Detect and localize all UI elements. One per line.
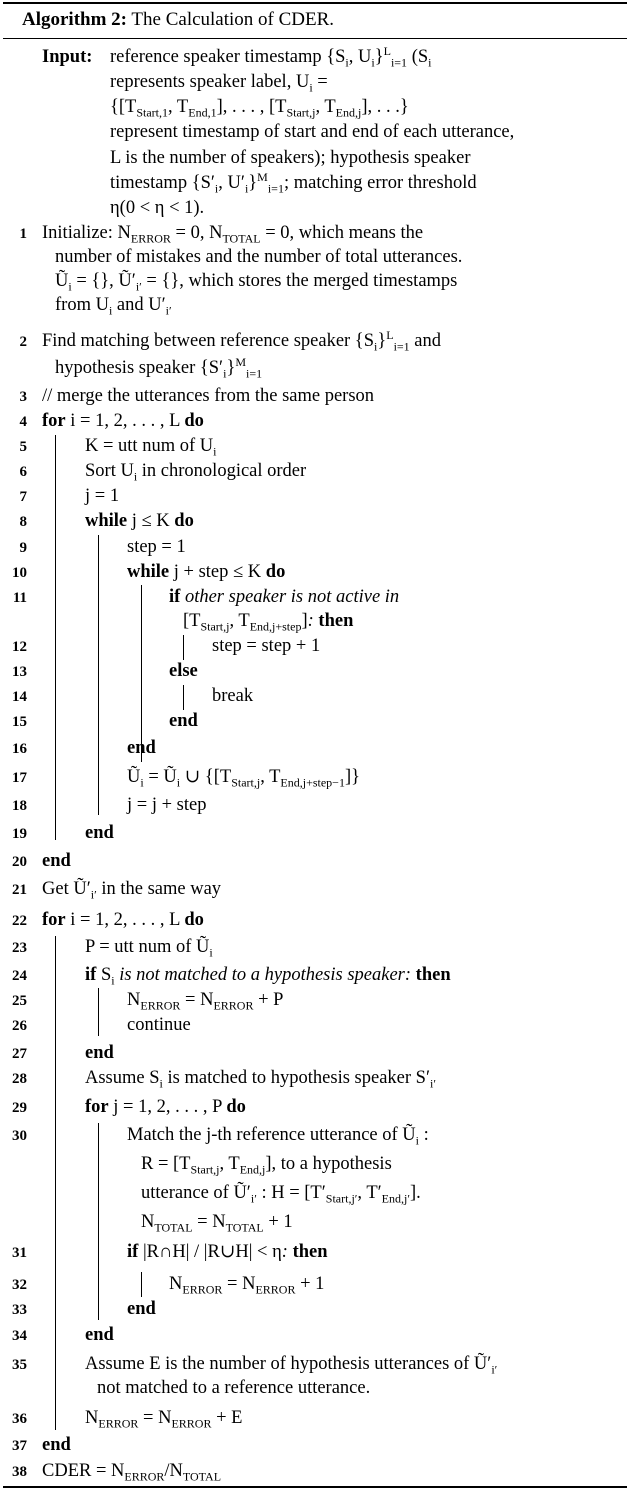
step-4-text: for i = 1, 2, . . . , L do: [42, 411, 204, 431]
step-17-text: $Ũ_i$ = $Ũ_i$ ∪ {[$T_{Start,j}$, $T_{End,j+step-1}$]}: [127, 767, 360, 790]
top-rule: [3, 2, 627, 4]
step-21-text: Get $Ũ'_{i'}$ in the same way: [42, 879, 222, 902]
step-13-text: else: [169, 661, 198, 681]
block-rule: [183, 635, 184, 660]
block-rule: [141, 585, 142, 762]
step-1-text: $Ũ_i$ = {}, $Ũ'_{i'}$ = {}, which stores the merged timestamps: [55, 271, 458, 294]
input-line: η(0 < η < 1).: [110, 198, 205, 218]
step-30-text: $N_{TOTAL} = N_{TOTAL} + 1$: [141, 1212, 293, 1235]
step-5-text: K = utt num of $U_i$: [85, 436, 217, 459]
caption-title: The Calculation of CDER.: [127, 9, 335, 30]
step-35-text: not matched to a reference utterance.: [97, 1378, 371, 1398]
step-26-text: continue: [127, 1015, 191, 1035]
block-rule: [98, 988, 99, 1036]
step-8-text: while j ≤ K do: [85, 511, 194, 531]
caption-rule: [3, 38, 627, 39]
step-30-text: Match the j-th reference utterance of $Ũ_i$ :: [127, 1125, 429, 1148]
block-rule: [55, 936, 56, 1430]
block-rule: [98, 1123, 99, 1320]
step-30-text: utterance of $Ũ'_{i'}$ : $H = [T'_{Start,j'}$, $T'_{End,j'}$].: [141, 1183, 421, 1206]
step-1-text: from $U_i$ and $U'_{i'}$: [55, 295, 172, 318]
input-label: Input:: [42, 47, 93, 67]
step-6-text: Sort $U_i$ in chronological order: [85, 461, 307, 484]
input-line: represent timestamp of start and end of each utterance,: [110, 122, 515, 142]
block-rule: [98, 535, 99, 815]
input-line: represents speaker label, $U_i$ =: [110, 72, 328, 95]
step-18-text: j = j + step: [127, 795, 207, 815]
algorithm-caption: [22, 7, 334, 33]
step-9-text: step = 1: [127, 537, 186, 557]
step-15-text: end: [169, 711, 198, 731]
step-23-text: P = utt num of $Ũ_i$: [85, 937, 213, 960]
step-27-text: end: [85, 1043, 114, 1063]
step-22-text: for i = 1, 2, . . . , L do: [42, 910, 204, 930]
step-2-text: Find matching between reference speaker $\{S_i\}^L_{i=1}$ and: [42, 327, 442, 354]
step-1-text: Initialize: $N_{ERROR} = 0$, $N_{TOTAL} = 0$, which means the: [42, 223, 424, 246]
block-rule: [55, 435, 56, 840]
step-2-text: hypothesis speaker $\{S'_i\}^M_{i=1}$: [55, 354, 263, 381]
step-35-text: Assume E is the number of hypothesis utterances of $Ũ'_{i'}$: [85, 1354, 498, 1377]
step-30-text: $R = [T_{Start,j}$, $T_{End,j}$], to a hypothesis: [141, 1154, 392, 1177]
step-28-text: Assume $S_i$ is matched to hypothesis speaker $S'_{i'}$: [85, 1068, 436, 1091]
step-3-text: // merge the utterances from the same person: [42, 386, 375, 406]
step-16-text: end: [127, 738, 156, 758]
step-1-text: number of mistakes and the number of total utterances.: [55, 247, 463, 267]
step-11-text: if other speaker is not active in: [169, 587, 400, 607]
step-20-text: end: [42, 851, 71, 871]
step-36-text: $N_{ERROR} = N_{ERROR} + E$: [85, 1408, 243, 1431]
step-32-text: $N_{ERROR} = N_{ERROR} + 1$: [169, 1274, 325, 1297]
input-line: {[$T_{Start,1}$, $T_{End,1}$], . . . , [$T_{Start,j}$, $T_{End,j}$], . . .}: [110, 97, 409, 120]
input-line: reference speaker timestamp {$S_i$, $U_i\}^L_{i=1}$ ($S_i$: [110, 43, 432, 70]
step-34-text: end: [85, 1325, 114, 1345]
bottom-rule: [3, 1486, 627, 1488]
step-29-text: for j = 1, 2, . . . , P do: [85, 1097, 246, 1117]
step-19-text: end: [85, 823, 114, 843]
step-38-text: CDER = $N_{ERROR}/N_{TOTAL}$: [42, 1461, 222, 1484]
input-line: timestamp {$S'_i$, $U'_i\}^M_{i=1}$; matching error threshold: [110, 169, 477, 196]
step-10-text: while j + step ≤ K do: [127, 562, 286, 582]
block-rule: [141, 1272, 142, 1297]
step-24-text: if $S_i$ is not matched to a hypothesis speaker: then: [85, 965, 451, 988]
block-rule: [183, 685, 184, 710]
step-11-text: [$T_{Start,j}$, $T_{End,j+step}$]: then: [183, 611, 354, 634]
caption-label: Algorithm 2:: [22, 9, 128, 30]
step-7-text: j = 1: [85, 486, 120, 506]
step-12-text: step = step + 1: [212, 636, 321, 656]
step-14-text: break: [212, 686, 254, 706]
step-25-text: $N_{ERROR} = N_{ERROR} + P$: [127, 990, 284, 1013]
step-37-text: end: [42, 1435, 71, 1455]
step-31-text: if |R∩H| / |R∪H| < η: then: [127, 1242, 328, 1262]
algorithm-box: Algorithm 2: The Calculation of CDER. Input: reference speaker timestamp {$S_i$, $U_i\}^L_{i=1}$ ($S_i$ represents speaker label, $U_i$ = {[$T_{Start,1}$, $T_{End,1}$], . . . , [$T_{Start,j}$, $T_{End,j}$], . . .} represent timestamp of start and end of each utterance, L is the number of speakers); hypothesis speaker timestamp {$S'_i$, $U'_i\}^M_{i=1}$; matching error threshold η(0 < η < 1). 1 Initialize: $N_{ERROR} = 0$, $N_{TOTAL} = 0$, which means the number of mistakes and the number of total utterances. $Ũ_i$ = {}, $Ũ'_{i'}$ = {}, which stores the merged timestamps from $U_i$ and $U'_{i'}$ 2 Find matching between reference speaker $\{S_i\}^L_{i=1}$ and hypothesis speaker $\{S'_i\}^M_{i=1}$ 3 // merge the utterances from the same person 4 for i = 1, 2, . . . , L do 5 K = utt num of $U_i$ 6 Sort $U_i$ in chronological order 7 j = 1 8 while j ≤ K do 9 step = 1 10 while j + step ≤ K do 11 if other speaker is not active in [$T_{Start,j}$, $T_{End,j+step}$]: then 12 step = step + 1 13 else 14 break 15 end 16 end 17 $Ũ_i$ = $Ũ_i$ ∪ {[$T_{Start,j}$, $T_{End,j+step-1}$]} 18 j = j + step 19 end 20 end 21 Get $Ũ'_{i'}$ in the same way 22 for i = 1, 2, . . . , L do 23 P = utt num of $Ũ_i$ 24 if $S_i$ is not matched to a hypothesis speaker: then 25 $N_{ERROR} = N_{ERROR} + P$ 26 continue 27 end 28 Assume $S_i$ is matched to hypothesis speaker $S'_{i'}$ 29 for j = 1, 2, . . . , P do 30 Match the j-th reference utterance of $Ũ_i$ : $R = [T_{Start,j}$, $T_{End,j}$], to a hypothesis utterance of $Ũ'_{i'}$ : $H = [T'_{Start,j'}$, $T'_{End,j'}$]. $N_{TOTAL} = N_{TOTAL} + 1$ 31 if |R∩H| / |R∪H| < η: then 32 $N_{ERROR} = N_{ERROR} + 1$ 33 end 34 end 35 Assume E is the number of hypothesis utterances of $Ũ'_{i'}$ not matched to a reference utterance. 36 $N_{ERROR} = N_{ERROR} + E$ 37 end 38 CDER = $N_{ERROR}/N_{TOTAL}$: [0, 0, 630, 1492]
input-line: L is the number of speakers); hypothesis speaker: [110, 148, 471, 168]
step-33-text: end: [127, 1299, 156, 1319]
